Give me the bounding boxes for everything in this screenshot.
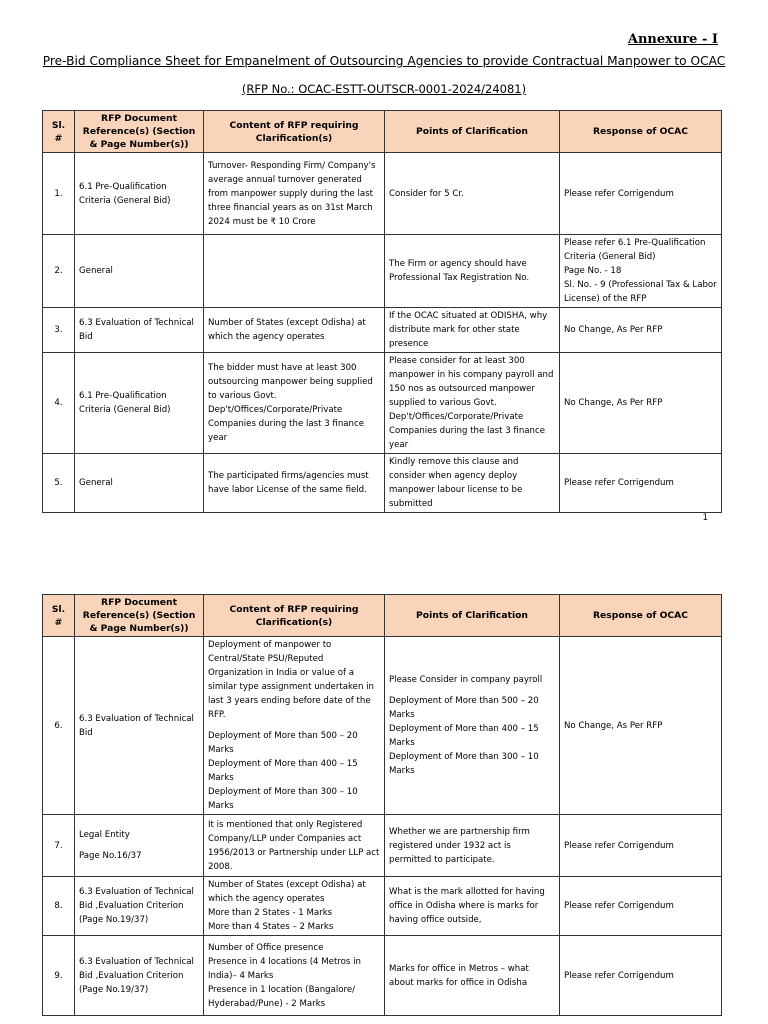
table-row [43, 936, 722, 1016]
cell-content [204, 308, 385, 353]
cell-text: 6.3 Evaluation of Technical Bid [79, 318, 194, 342]
header-response: Response of OCAC [560, 595, 722, 637]
cell-content [204, 153, 385, 235]
cell-text: No Change, As Per RFP [564, 720, 663, 731]
cell-text: Deployment of More than 400 – 15 Marks [389, 724, 539, 748]
document-title: Pre-Bid Compliance Sheet for Empanelment of Outsourcing Agencies to provide Contractual Manpower to OCAC [42, 54, 726, 68]
cell-text: 6.3 Evaluation of Technical Bid ,Evaluation Criterion (Page No.19/37) [79, 956, 194, 995]
cell-text: Turnover- Responding Firm/ Company's average annual turnover generated from manpower supply during the last three financial years as on 31st March 2024 must be ₹ 10 Crore [208, 160, 376, 227]
cell-points [385, 235, 560, 308]
cell-text [389, 687, 555, 694]
cell-text: Legal Entity [79, 830, 130, 840]
cell-text: Number of States (except Odisha) at which the agency operates [208, 318, 366, 342]
cell-text: Please refer Corrigendum [564, 970, 674, 981]
annexure-label: Annexure - I [627, 32, 718, 47]
cell-text: Please refer 6.1 Pre-Qualification Criteria (General Bid) [564, 238, 706, 262]
header-points: Points of Clarification [385, 111, 560, 153]
table-row [43, 308, 722, 353]
cell-text: Deployment of manpower to Central/State PSU/Reputed Organization in India or value of a similar type assignment undertaken in last 3 years ending before date of the RFP. [208, 640, 374, 720]
cell-text: The participated firms/agencies must have labor License of the same field. [208, 471, 369, 495]
cell-text: More than 2 States - 1 Marks [208, 908, 333, 918]
compliance-table-page-1 [42, 110, 722, 513]
cell-text: Whether we are partnership firm registered under 1932 act is permitted to participate. [389, 826, 530, 865]
cell-response [560, 353, 722, 454]
cell-content [204, 637, 385, 815]
cell-slno: 4. [43, 353, 75, 454]
cell-text: Please Consider in company payroll [389, 675, 543, 685]
cell-reference [75, 353, 204, 454]
cell-text: General [79, 266, 113, 276]
cell-text: Number of Office presence [208, 942, 324, 953]
cell-slno: 2. [43, 235, 75, 308]
cell-reference [75, 815, 204, 877]
cell-text: Please consider for at least 300 manpower in his company payroll and 150 nos as outsourced manpower supplied to various Govt. Dep't/Offices/Corporate/Private Companies during the last 3 finance year [389, 356, 554, 450]
cell-reference [75, 936, 204, 1016]
cell-text: Please refer Corrigendum [564, 188, 674, 199]
cell-text: 6.1 Pre-Qualification Criteria (General Bid) [79, 391, 171, 415]
cell-text: Deployment of More than 500 – 20 Marks [208, 731, 358, 755]
cell-text: 6.3 Evaluation of Technical Bid ,Evaluation Criterion (Page No.19/37) [79, 887, 194, 925]
cell-text: Please refer Corrigendum [564, 840, 674, 851]
cell-text: Please refer Corrigendum [564, 901, 674, 911]
table-row [43, 153, 722, 235]
header-slno: Sl. # [43, 111, 75, 153]
cell-text: Page No. - 18 [564, 266, 622, 276]
cell-content [204, 936, 385, 1016]
cell-text: Please refer Corrigendum [564, 478, 674, 488]
cell-reference [75, 877, 204, 936]
cell-text: It is mentioned that only Registered Company/LLP under Companies act 1956/2013 or Partnership under LLP act 2008. [208, 819, 380, 872]
cell-points [385, 153, 560, 235]
table-row [43, 815, 722, 877]
cell-text: If the OCAC situated at ODISHA, why distribute mark for other state presence [389, 311, 548, 349]
cell-points [385, 454, 560, 513]
cell-response [560, 877, 722, 936]
table-row [43, 637, 722, 815]
cell-text: Page No.16/37 [79, 851, 142, 861]
cell-slno: 3. [43, 308, 75, 353]
cell-text [79, 842, 199, 849]
cell-response [560, 454, 722, 513]
cell-reference [75, 235, 204, 308]
header-reference: RFP Document Reference(s) (Section & Page Number(s)) [75, 111, 204, 153]
cell-text: Deployment of More than 300 – 10 Marks [208, 787, 358, 811]
cell-text: 6.3 Evaluation of Technical Bid [79, 713, 194, 738]
cell-text [208, 722, 380, 729]
cell-text: Presence in 4 locations (4 Metros in India)– 4 Marks [208, 956, 361, 981]
cell-points [385, 308, 560, 353]
cell-text: Deployment of More than 300 – 10 Marks [389, 752, 539, 776]
header-points: Points of Clarification [385, 595, 560, 637]
cell-response [560, 936, 722, 1016]
table-row [43, 877, 722, 936]
cell-content [204, 815, 385, 877]
cell-text: Consider for 5 Cr. [389, 188, 464, 199]
cell-text: The bidder must have at least 300 outsourcing manpower being supplied to various Govt. Dep't/Offices/Corporate/Private Companies during the last 3 finance year [208, 363, 373, 443]
cell-text: What is the mark allotted for having office in Odisha where is marks for having office outside, [389, 887, 545, 925]
cell-response [560, 815, 722, 877]
cell-slno: 9. [43, 936, 75, 1016]
cell-text: Marks for office in Metros – what about marks for office in Odisha [389, 963, 529, 988]
cell-slno: 6. [43, 637, 75, 815]
cell-points [385, 877, 560, 936]
cell-content [204, 454, 385, 513]
header-content: Content of RFP requiring Clarification(s) [204, 111, 385, 153]
cell-text: Kindly remove this clause and consider when agency deploy manpower labour license to be submitted [389, 457, 523, 509]
cell-response [560, 308, 722, 353]
cell-text: Number of States (except Odisha) at which the agency operates [208, 880, 366, 904]
header-response: Response of OCAC [560, 111, 722, 153]
cell-content [204, 877, 385, 936]
cell-content [204, 353, 385, 454]
cell-content [204, 235, 385, 308]
cell-reference [75, 308, 204, 353]
table-row [43, 454, 722, 513]
cell-slno: 1. [43, 153, 75, 235]
cell-response [560, 153, 722, 235]
cell-text: More than 4 States – 2 Marks [208, 922, 334, 932]
cell-reference [75, 454, 204, 513]
cell-slno: 8. [43, 877, 75, 936]
cell-text: Sl. No. - 9 (Professional Tax & Labor License) of the RFP [564, 280, 717, 304]
table-row [43, 353, 722, 454]
cell-text: General [79, 478, 113, 488]
cell-points [385, 815, 560, 877]
header-reference: RFP Document Reference(s) (Section & Page Number(s)) [75, 595, 204, 637]
rfp-number: (RFP No.: OCAC-ESTT-OUTSCR-0001-2024/24081) [241, 82, 527, 96]
cell-points [385, 637, 560, 815]
compliance-table-page-2 [42, 594, 722, 1016]
cell-text: No Change, As Per RFP [564, 325, 663, 335]
cell-text: Deployment of More than 400 – 15 Marks [208, 759, 358, 783]
cell-text [208, 268, 380, 275]
cell-reference [75, 637, 204, 815]
cell-response [560, 235, 722, 308]
cell-points [385, 353, 560, 454]
cell-reference [75, 153, 204, 235]
cell-text: 6.1 Pre-Qualification Criteria (General Bid) [79, 181, 171, 206]
header-content: Content of RFP requiring Clarification(s) [204, 595, 385, 637]
cell-text: Deployment of More than 500 – 20 Marks [389, 696, 539, 720]
cell-slno: 5. [43, 454, 75, 513]
header-slno: Sl. # [43, 595, 75, 637]
page-number: 1 [702, 513, 708, 523]
cell-slno: 7. [43, 815, 75, 877]
cell-text: No Change, As Per RFP [564, 398, 663, 408]
cell-text: The Firm or agency should have Professional Tax Registration No. [389, 259, 530, 283]
cell-text: Presence in 1 location (Bangalore/ Hyderabad/Pune) - 2 Marks [208, 984, 356, 1009]
cell-points [385, 936, 560, 1016]
cell-response [560, 637, 722, 815]
table-row [43, 235, 722, 308]
